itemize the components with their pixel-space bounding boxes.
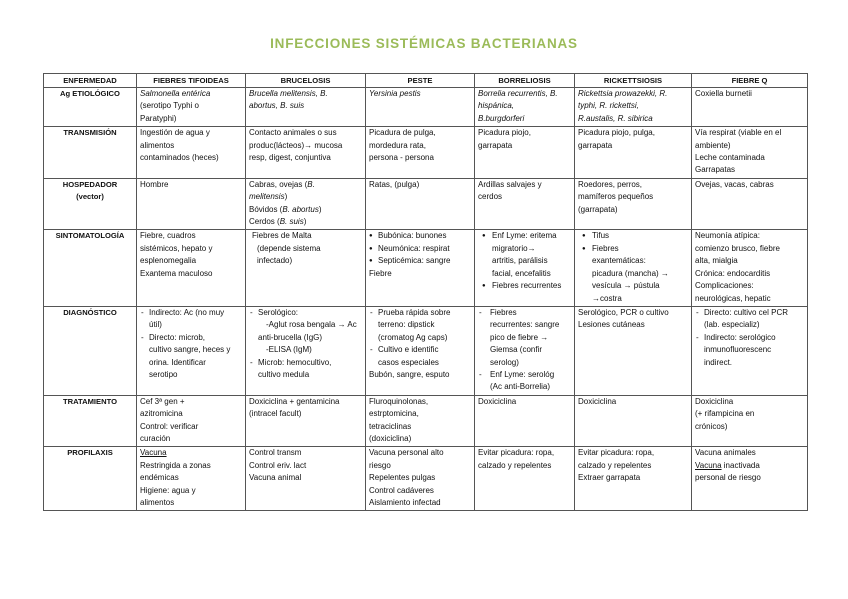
list-item: ● Bubónica: bunones [369,230,471,242]
cell-line: calzado y repelentes [578,460,652,470]
cell-line: alimentos [140,498,175,507]
cell-sintomatologia-borreliosis [475,230,575,306]
cell-line: cultivo sangre, heces y [149,345,231,355]
cell-line: hispánica, [478,101,515,111]
cell-line: Picadura de pulga, [369,128,436,138]
list-item [249,357,362,382]
cell-sintomatologia-brucelosis [246,230,366,306]
header-fiebres-tifoideas: FIEBRES TIFOIDEAS [137,74,246,88]
row-label-diagnostico: DIAGNÓSTICO [44,306,137,395]
cell-line: riesgo [369,460,391,470]
cell-line: - Directo: cultivo cel PCR [704,307,789,317]
cell-line: produc(lácteos)→ mucosa [249,140,343,150]
cell-line: Evitar picadura: ropa, [578,448,655,458]
cell-tratamiento-peste [366,395,475,447]
cell-line: artritis, parálisis [492,256,548,266]
cell-etiologico-peste: Yersinia pestis [366,88,475,127]
diseases-table [43,73,808,511]
cell-line: alta, mialgia [695,256,738,266]
cell-diagnostico-peste [366,306,475,395]
cell-etiologico-fiebreq: Coxiella burnetii [692,88,808,127]
cell-transmision-brucelosis [246,127,366,179]
cell-line: ambiente) [695,140,731,150]
cell-line: R.austalis, R. sibirica [578,113,653,123]
cell-transmision-rickettsiosis [575,127,692,179]
row-transmision [44,127,808,179]
cell-line: Higiene: agua y [140,485,196,495]
cell-line: facial, encefalitis [492,268,551,278]
cell-line: Vía respirat (viable en el [695,128,782,138]
list-item [695,307,804,332]
header-fiebre-q: FIEBRE Q [692,74,808,88]
cell-line: Crónica: endocarditis [695,268,771,278]
cell-line: (lab. especializ) [704,320,760,330]
row-etiologico [44,88,808,127]
cell-line: comienzo brusco, fiebre [695,243,780,253]
row-profilaxis [44,447,808,511]
row-label-profilaxis: PROFILAXIS [44,447,137,511]
list-item: ● Septicémica: sangre [369,255,471,267]
cell-line: resp, digest, conjuntiva [249,153,331,163]
cell-line: - Prueba rápida sobre [378,307,451,317]
cell-line: Repelentes pulgas [369,473,436,483]
cell-line: →costra [592,293,622,303]
list-item: ● Neumónica: respirat [369,243,471,255]
cell-line: migratorio→ [492,243,536,253]
list-item [369,344,471,369]
cell-line: Bubón, sangre, esputo [369,369,450,379]
cell-profilaxis-brucelosis [246,447,366,511]
row-label-line: (vector) [76,192,104,202]
row-label-hospedador [44,178,137,230]
cell-line: orina. Identificar [149,357,206,367]
cell-line: calzado y repelentes [478,460,552,470]
cell-line [249,216,362,228]
cell-line: Restringida a zonas [140,460,211,470]
cell-hospedador-peste: Ratas, (pulga) [366,178,475,230]
cell-transmision-borreliosis [475,127,575,179]
cell-etiologico-rickettsiosis [575,88,692,127]
cell-line: - Indirecto: Ac (no muy [149,307,225,317]
cell-line: sistémicos, hepato y [140,243,213,253]
cell-sintomatologia-fiebreq [692,230,808,306]
cell-line: - Indirecto: serológico [704,332,776,342]
cell-tratamiento-tifoidea [137,395,246,447]
cell-line: Serológico, PCR o cultivo [578,307,669,317]
header-rickettsiosis: RICKETTSIOSIS [575,74,692,88]
cell-line: mordedura rata, [369,140,426,150]
cell-line [695,460,804,472]
cell-profilaxis-tifoidea [137,447,246,511]
cell-line: Garrapatas [695,165,736,175]
cell-tratamiento-rickettsiosis: Doxiciclina [575,395,692,447]
header-enfermedad: ENFERMEDAD [44,74,137,88]
list-item [478,369,571,394]
cell-line: personal de riesgo [695,473,761,483]
cell-line: (serotipo Typhi o [140,101,199,111]
cell-transmision-peste [366,127,475,179]
cell-line: exantemáticas: [592,256,646,266]
list-item [369,307,471,344]
cell-line: ● Enf Lyme: eritema [492,231,557,241]
cell-line: B.burgdorferi [478,113,525,123]
cell-line: Brucella melitensis, B. [249,89,328,98]
cell-line: vesícula → pústula [592,281,660,291]
list-item [140,307,242,332]
list-item [140,332,242,382]
text: melitensis [249,192,285,202]
text: ) [284,192,288,202]
cell-line: Cef 3ª gen + [140,396,185,406]
list-item [578,243,688,305]
cell-line: inmunofluorescenc [704,345,772,355]
cell-line: Exantema maculoso [140,268,213,278]
header-row [44,74,808,88]
row-label-etiologico: Ag ETIOLÓGICO [44,88,137,127]
cell-profilaxis-peste [366,447,475,511]
list-item [478,230,571,280]
page-title: INFECCIONES SISTÉMICAS BACTERIANAS [270,36,578,51]
cell-line: Control eriv. lact [249,460,307,470]
cell-line: Ardillas salvajes y [478,179,542,189]
cell-line: Paratyphi) [140,113,177,123]
cell-line: - Serológico: [258,307,299,317]
cell-line: crónicos) [695,421,728,431]
cell-line: Control transm [249,448,302,458]
cell-line: Giemsa (confir [490,345,543,355]
cell-hospedador-tifoidea: Hombre [137,178,246,230]
cell-line: Fiebre, cuadros [140,231,196,241]
cell-sintomatologia-tifoidea [137,230,246,306]
cell-line: (cromatog Ag caps) [378,332,448,342]
cell-line: endémicas [140,473,179,483]
list-item [249,307,362,357]
cell-line: Fiebre [369,268,392,278]
text: Vacuna [695,460,722,470]
cell-line: mamíferos pequeños [578,192,654,202]
cell-line: indirect. [704,357,733,367]
cell-line: garrapata [478,140,513,150]
cell-line: serotipo [149,369,178,379]
cell-line: -Aglut rosa bengala → Ac [266,320,357,330]
cell-line: ● Fiebres [592,243,619,253]
text: ) [303,217,307,227]
text: inactivada [721,460,760,470]
cell-line: Neumonía atípica: [695,231,760,241]
row-sintomatologia [44,230,808,306]
cell-etiologico-brucelosis [246,88,366,127]
text: B. suis [279,217,304,227]
cell-line: Control: verificar [140,421,199,431]
cell-line: Doxiciclina [695,396,734,406]
cell-line: Rickettsia prowazekki, R. [578,89,668,98]
cell-line: tetraciclinas [369,421,412,431]
cell-tratamiento-fiebreq [692,395,808,447]
row-diagnostico [44,306,808,395]
cell-line: Evitar picadura: ropa, [478,448,555,458]
cell-hospedador-rickettsiosis [575,178,692,230]
cell-line [249,179,362,191]
cell-tratamiento-borreliosis: Doxiciclina [475,395,575,447]
cell-line: Lesiones cutáneas [578,320,645,330]
cell-hospedador-fiebreq: Ovejas, vacas, cabras [692,178,808,230]
cell-diagnostico-fiebreq [692,306,808,395]
cell-sintomatologia-rickettsiosis [575,230,692,306]
row-hospedador [44,178,808,230]
text: B. abortus [282,204,319,214]
list-item [478,307,571,369]
text: ) [318,204,322,214]
cell-line: Extraer garrapata [578,473,641,483]
cell-line: picadura (mancha) → [592,268,669,278]
text: Cabras, ovejas ( [249,179,308,189]
cell-line: pico de fiebre → [490,332,549,342]
cell-line: Contacto animales o sus [249,128,337,138]
cell-line: Fluroquinolonas, [369,396,429,406]
cell-line: esplenomegalia [140,256,197,266]
cell-line: alimentos [140,140,175,150]
list-item: ● Fiebres recurrentes [478,280,571,292]
cell-line: recurrentes: sangre [490,320,560,330]
cell-line: Control cadáveres [369,485,434,495]
cell-profilaxis-rickettsiosis [575,447,692,511]
cell-diagnostico-brucelosis [246,306,366,395]
cell-line: garrapata [578,140,613,150]
cell-line: - Microb: hemocultivo, [258,357,332,367]
header-peste: PESTE [366,74,475,88]
row-tratamiento [44,395,808,447]
row-label-transmision: TRANSMISIÓN [44,127,137,179]
cell-line: abortus, B. suis [249,101,305,111]
cell-tratamiento-brucelosis [246,395,366,447]
cell-line: Ingestión de agua y [140,128,210,138]
cell-line: - Directo: microb, [149,332,206,342]
cell-transmision-tifoidea [137,127,246,179]
cell-line: neurológicas, hepatic [695,293,771,303]
list-item: ● Tifus [578,230,688,242]
cell-line: -ELISA (IgM) [266,345,312,355]
cell-line: Doxiciclina + gentamicina [249,396,340,406]
header-brucelosis: BRUCELOSIS [246,74,366,88]
cell-diagnostico-tifoidea [137,306,246,395]
cell-line: Fiebres de Malta [252,231,312,241]
cell-line: Picadura piojo, [478,128,531,138]
cell-line: cultivo medula [258,369,310,379]
cell-line: Vacuna personal alto [369,448,444,458]
text: Bóvidos ( [249,204,283,214]
cell-line: cerdos [478,192,503,202]
cell-line: Leche contaminada [695,153,765,163]
cell-line: infectado) [257,256,293,266]
cell-hospedador-borreliosis [475,178,575,230]
cell-line: (depende sistema [257,243,321,253]
cell-line: contaminados (heces) [140,153,219,163]
cell-line: - Enf Lyme: serológ [490,369,555,379]
cell-line: útil) [149,320,162,330]
cell-line [249,204,362,216]
cell-line: Complicaciones: [695,281,754,291]
header-borreliosis: BORRELIOSIS [475,74,575,88]
cell-line: - Fiebres [490,307,517,317]
cell-line: Borrelia recurrentis, B. [478,89,558,98]
cell-line: Aislamiento infectad [369,498,441,507]
cell-line: Vacuna [140,448,167,458]
cell-line: Vacuna animal [249,473,302,483]
row-label-line: HOSPEDADOR [62,179,118,189]
cell-line: (garrapata) [578,204,618,214]
cell-line: Vacuna animales [695,448,756,458]
row-label-tratamiento: TRATAMIENTO [44,395,137,447]
cell-line: typhi, R. rickettsi, [578,101,639,111]
cell-line: Roedores, perros, [578,179,643,189]
cell-profilaxis-borreliosis [475,447,575,511]
row-label-sintomatologia: SINTOMATOLOGÍA [44,230,137,306]
cell-line: - Cultivo e identific [378,345,439,355]
cell-line: (+ rifampicina en [695,409,755,419]
cell-line: (intracel facult) [249,409,302,419]
cell-line: (Ac anti-Borrelia) [490,382,551,392]
cell-diagnostico-borreliosis [475,306,575,395]
cell-line: Salmonella entérica [140,89,211,98]
cell-etiologico-tifoidea [137,88,246,127]
cell-sintomatologia-peste [366,230,475,306]
cell-hospedador-brucelosis [246,178,366,230]
cell-line: persona - persona [369,153,434,163]
text: B. [307,179,315,189]
cell-etiologico-borreliosis [475,88,575,127]
list-item [695,332,804,369]
cell-line: anti-brucella (IgG) [258,332,323,342]
cell-diagnostico-rickettsiosis [575,306,692,395]
cell-line [249,191,362,203]
cell-line: casos especiales [378,357,439,367]
text: Cerdos ( [249,217,280,227]
cell-transmision-fiebreq [692,127,808,179]
cell-profilaxis-fiebreq [692,447,808,511]
cell-line: azitromicina [140,409,183,419]
cell-line: serolog) [490,357,519,367]
cell-line: curación [140,433,171,443]
cell-line: estrptomicina, [369,409,419,419]
cell-line: terreno: dipstick [378,320,435,330]
cell-line: (doxiciclina) [369,433,412,443]
cell-line: Picadura piojo, pulga, [578,128,655,138]
